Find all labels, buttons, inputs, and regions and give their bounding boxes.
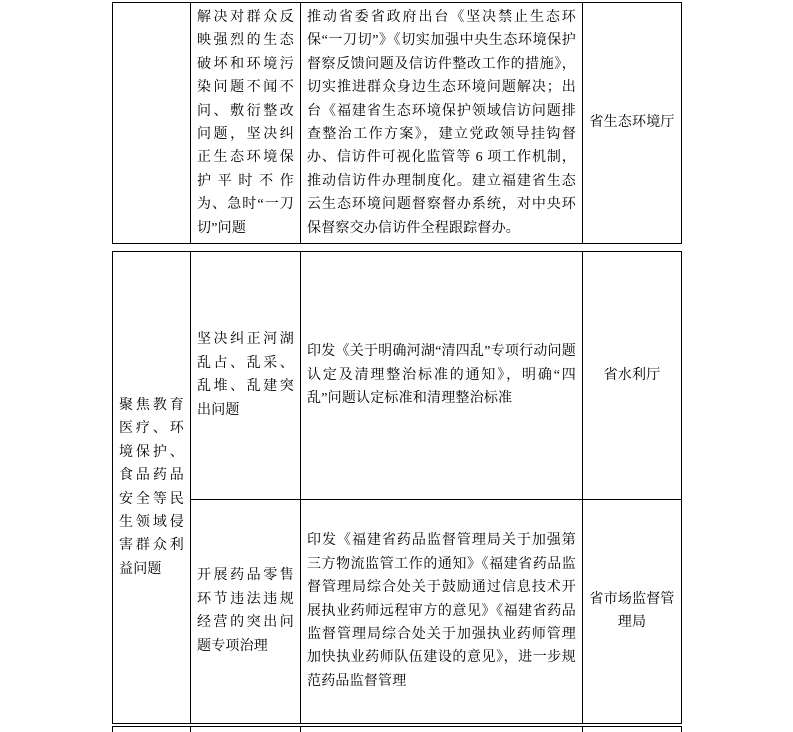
- cell-partial-4: [582, 727, 681, 732]
- cell-department-environment: [582, 3, 681, 243]
- cell-partial-2: [190, 727, 300, 732]
- cell-problem-pharmacy: [190, 499, 300, 724]
- cell-partial-3: [300, 727, 582, 732]
- problem-text-pharmacy: 开展药品零售环节违法违规经营的突出问题专项治理: [197, 568, 294, 654]
- cell-partial-1: [113, 727, 190, 732]
- table-block-environment-row: [112, 2, 682, 244]
- cell-focus-empty: [113, 3, 190, 243]
- cell-focus-livelihood: [113, 252, 190, 723]
- problem-text-environment: 解决对群众反映强烈的生态破坏和环境污染问题不闻不问、敷衍整改问题，坚决纠正生态环境保护平时不作为、急时“一刀切”问题: [197, 9, 294, 236]
- cell-department-rivers: [582, 252, 681, 499]
- cell-measures-rivers: [300, 252, 582, 499]
- department-text-environment: 省生态环境厅: [589, 115, 675, 131]
- cell-problem-rivers: [190, 252, 300, 499]
- table-block-partial-next-row: [112, 726, 682, 732]
- problem-text-rivers: 坚决纠正河湖乱占、乱采、乱堆、乱建突出问题: [197, 332, 294, 418]
- table-block-livelihood-rows: [112, 251, 682, 724]
- department-text-pharmacy: 省市场监督管理局: [589, 591, 675, 631]
- measures-text-environment: 推动省委省政府出台《坚决禁止生态环保“一刀切”》《切实加强中央生态环境保护督察反馈问题及信访件整改工作的措施》，切实推进群众身边生态环境问题解决；出台《福建省生态环境保护领域信访问题排查整治工作方案》，建立党政领导挂钩督办、信访件可视化监管等 6 项工作机制，推动信访件办理制度化。建立福建省生态云生态环境问题督察督办系统，对中央环保督察交办信访件全程跟踪督办。: [307, 9, 576, 236]
- focus-text-livelihood: 聚焦教育医疗、环境保护、食品药品安全等民生领域侵害群众利益问题: [119, 397, 184, 577]
- cell-problem-environment: [190, 3, 300, 243]
- cell-measures-pharmacy: [300, 499, 582, 724]
- measures-text-rivers: 印发《关于明确河湖“清四乱”专项行动问题认定及清理整治标准的通知》，明确“四乱”问题认定标准和清理整治标准: [307, 344, 576, 406]
- cell-department-pharmacy: [582, 499, 681, 724]
- cell-measures-environment: [300, 3, 582, 243]
- measures-text-pharmacy: 印发《福建省药品监督管理局关于加强第三方物流监管工作的通知》《福建省药品监督管理局综合处关于鼓励通过信息技术开展执业药师远程审方的意见》《福建省药品监督管理局综合处关于加强执业药师管理加快执业药师队伍建设的意见》，进一步规范药品监督管理: [307, 533, 576, 689]
- department-text-rivers: 省水利厅: [603, 367, 661, 383]
